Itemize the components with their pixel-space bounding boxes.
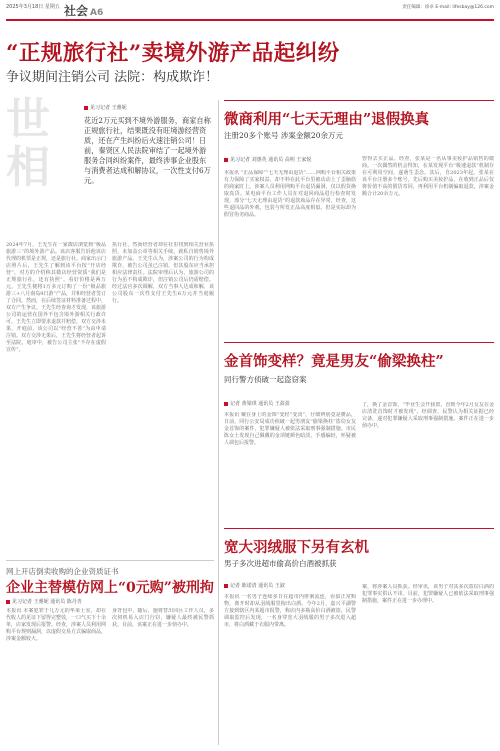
main-reporter: 见习记者 王雅妮 (84, 104, 127, 111)
right-story3-col2: 案，将涉案人员抓获。经审讯，该男子对其多次盗窃白酒的犯罪事实供认不讳。目前，犯罪嫌疑人已被依法采取刑事强制措施，案件正在进一步办理中。 (362, 584, 494, 604)
right-story3-reporter: 记者 陈诺清 通讯员 王淑 (224, 582, 285, 589)
square-icon (84, 106, 88, 110)
right-story2-rule (224, 342, 494, 343)
right-story1-rule (224, 100, 494, 101)
main-body-col1: 2024年7月，王先生在一家微店浏览到“极品旅游三”的境外游产品。该店客服告诉他该店代理的机票是正规，还是旅行社。商家出示门店照片后，王先生了解到该平台按“开店经营”，对方的介绍称其微店经营资质“我们是正规旅行社，还有执照”。看好价格是两万元，王先生便将1万多元订购了一份“极品旅游三+八月南岛9日游”产品，并和经营者签订了合同。然而，在后续签证材料准备过程中，双方产生争议。王先生经查询才发现，该旅游公司的运营在国外不包含境外游相关行政许可。王先生立即要求退款并赔偿，双方交涉未果，开庭前，该公司以“经营不善”为由申请注销。双方交涉无果后，王先生将经营者起诉至法院。庭审中，被告公司主张“不存在虚假宣传”。 (6, 242, 106, 353)
square-icon (224, 402, 228, 406)
right-story1-subhead: 注册20多个账号 涉案金额20余万元 (224, 131, 343, 140)
story-divider (6, 560, 214, 561)
header-date: 2025年3月18日 星期五 (6, 4, 60, 10)
right-story3-subhead: 男子多次进超市偷高价白酒被抓获 (224, 559, 337, 568)
square-icon (224, 584, 228, 588)
right-story2-col2: 了，换了金首饰，“毕业生会开我置，直到今年2月女友在金店清洗首饰时才被发现”。经调查，民警认为相关证据已经完备，遂对犯罪嫌疑人采取刑事强制措施。案件正在进一步侦办中。 (362, 402, 494, 429)
right-story3-col1: 本报讯 一名男子连续多日在超市内徘徊流连，看似正常购物，离开时却从羽绒服里掏出白酒。今年2月，嘉兴平湖警方接到辖区内某超市报警，称店内多瓶高价白酒被盗，民警调取监控后发现，一名身穿宽大羽绒服的男子多次进入超市，将白酒藏于衣服内带离。 (224, 594, 356, 628)
section-title (64, 2, 103, 19)
main-body-col2: 执行社，然而经营者却在社里找到相关营业执照，未加盖公章等相关手续，就私自销售境外旅游产品。王先生认为，涉案公司的行为构成欺诈，被告公司虽已注销，但其股东应当承担相应法律责任。法院审理后认为，旅游公司的行为虽不构成欺诈，但注销公司后仍需赔偿。经过法官多次调解，双方当事人达成和解，该公司股东一次性支付王先生6万元并当庭履行。 (112, 242, 214, 304)
right-story2-headline: 金首饰变样？竟是男友“偷梁换柱” (224, 353, 444, 370)
bottom-left-reporter: 见习记者 王雅妮 通讯员 陈丹青 (6, 598, 82, 605)
square-icon (6, 600, 10, 604)
header-rule (6, 19, 494, 21)
column-divider (218, 100, 219, 745)
page-number: A6 (90, 8, 104, 18)
bottom-left-body-col2: 身背包中，随后，施将替出同区工作人员，多次伺机易入店门行窃，嫌疑人最终被民警抓获。目前，该案正在进一步侦办中。 (112, 608, 214, 628)
section-watermark: 世相 (6, 96, 50, 193)
right-story2-subhead: 同行警方侦破一起盗窃案 (224, 375, 307, 384)
bottom-left-headline: 企业主替模仿网上“0元购”被刑拘 (6, 580, 214, 596)
right-story1-headline: 微商利用“七天无理由”退假换真 (224, 111, 430, 128)
bottom-left-body-col1: 本报讯 本案犯罪于几万元的华莱士室，却在代收人的见证下留得完整效，一口气买下十余单，店家发现后报警。经查，涉案人员利用网购平台规则漏洞，以虚假交易方式骗取商品，涉案金额较大。 (6, 608, 106, 642)
right-story3-rule (224, 528, 494, 529)
section-name: 社会 (64, 4, 89, 18)
right-story3-headline: 宽大羽绒服下另有玄机 (224, 539, 369, 556)
bottom-left-pretitle: 网上开店倒卖收购的企业资质证书 (6, 567, 119, 576)
main-subheadline: 争议期间注销公司 法院：构成欺诈！ (6, 70, 219, 85)
main-headline: “正规旅行社”卖境外游产品起纠纷 (6, 41, 340, 66)
right-story2-reporter: 记者 黄梁琪 通讯员 王盈盈 (224, 400, 290, 407)
right-story2-col1: 本报讯 戴在身上的金饰“变轻“变淡”，仔细辨别竟是赝品，日前，同行公安局成功侦破一起男朋友“偷梁换柱”盗窃女友金首饰的案件，犯罪嫌疑人被依法采取刑事强制措施。市民陈女士发现自己佩戴的金项链颜色暗淡、手感偏轻，怀疑被人调包后报警。 (224, 412, 356, 446)
header-editor: 责任编辑：徐卓 E-mail: lifesbay@126.com (402, 5, 494, 10)
right-story1-reporter: 见习记者 刘惠英 通讯员 高明 王家悦 (224, 156, 311, 163)
square-icon (224, 158, 228, 162)
main-lead: 花近2万元买到不境外游服务，商家自称正规旅行社，结果既没有旺境游经营资质，还在产生纠纷后火速注销公司！日前，秦贤区人民法院审结了一起境外游服务合同纠纷案件，最终涉事企业股东与消费者达成和解协议，一次性支付6万元。 (84, 116, 211, 185)
right-story1-col2: 曾得去买正品。经查，张某是一名从事美妆护品销售的微商。一次偶然的机会得知，在某发现平台“极速退款”机制存在可利用空间，遂萌生歪念。其后，自2023年起，张某在该平台注册多个账号，先后购买美妆护品，在收到正品后仅将价值不高的假货寄回，再利用平台机制骗取退款，涉案金额合计20余万元。 (362, 156, 494, 197)
right-story1-col1: 本报讯 “正品保障”“七天无理由退货”……网购平台相关政策有力保障了买家权益，却不料在此平台里被动动上了歪脑筋的商家盯上。涉案人员利用网购平台退货漏洞，仅以假货换取真货。某电商平台工作人员在对退回商品进行检查时发现，部分“七天无理由退货”的退款商品存在异常，经查，这些退回品的外观、包装与所发正品高度相似。但是实际却为假冒伪劣商品。 (224, 170, 356, 218)
